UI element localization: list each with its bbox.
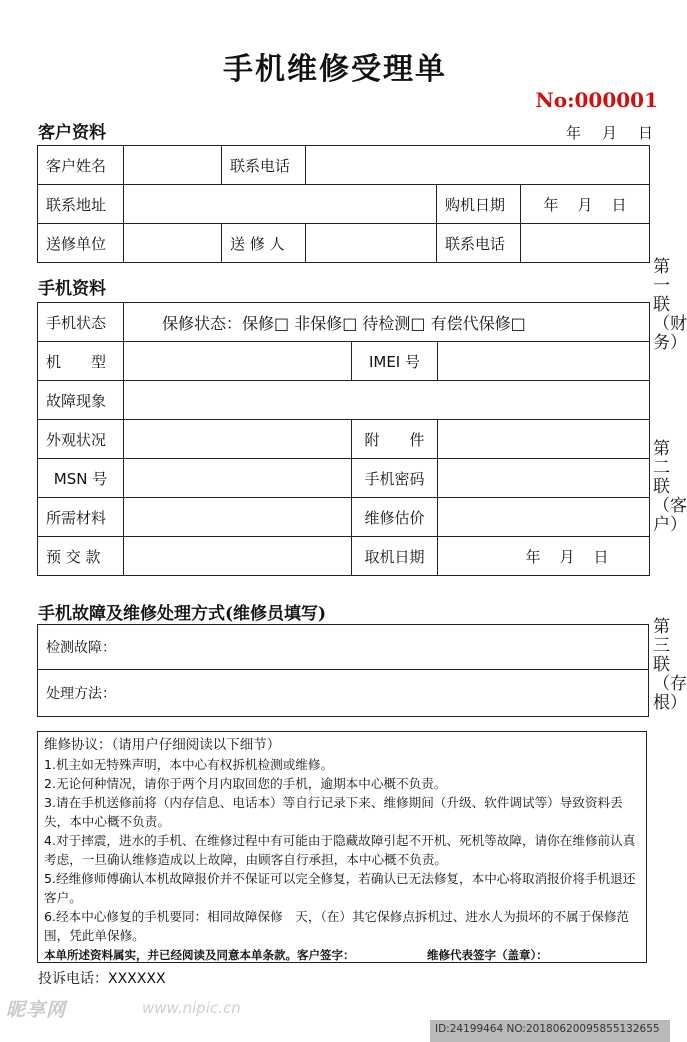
label-model: 机 型 [38, 342, 124, 381]
agreement-heading: 维修协议：（请用户仔细阅读以下细节） [44, 737, 281, 753]
field-password[interactable] [438, 459, 650, 498]
agreement-item: 2.无论何种情况，请你于两个月内取回您的手机，逾期本中心概不负责。 [44, 776, 447, 791]
agreement-item: 6.经本中心修复的手机要同：相同故障保修 天，（在）其它保修点拆机过、进水人为损坏的不属于保修范围，凭此单保修。 [44, 909, 630, 943]
field-contact-phone-2[interactable] [521, 224, 650, 263]
label-pickup-date: 取机日期 [352, 537, 438, 576]
repair-table [37, 624, 649, 717]
field-sender[interactable] [306, 224, 437, 263]
label-fault: 故障现象 [38, 381, 124, 420]
rep-signature[interactable]: 维修代表签字（盖章）： [427, 948, 548, 962]
field-appearance[interactable] [124, 420, 352, 459]
warranty-status-options[interactable]: 保修状态：保修□ 非保修□ 待检测□ 有偿代保修□ [124, 303, 650, 342]
agreement-item: 3.请在手机送修前将（内存信息、电话本）等自行记录下来、维修期间（升级、软件调试等）导致资料丢失，本中心概不负责。 [44, 795, 623, 829]
field-pickup-date[interactable]: 年 月 日 [438, 537, 650, 576]
label-contact-phone-2: 联系电话 [437, 224, 521, 263]
customer-signature[interactable]: 本单所述资料属实，并已经阅读及同意本单条款。客户签字： [44, 948, 355, 962]
copy-label-stub: 第三联（存根） [653, 617, 687, 713]
field-accessories[interactable] [438, 420, 650, 459]
label-password: 手机密码 [352, 459, 438, 498]
form-date [545, 122, 653, 143]
label-materials: 所需材料 [38, 498, 124, 537]
serial-number: No:000001 [535, 88, 658, 112]
label-imei: IMEI 号 [352, 342, 438, 381]
page-title: 手机维修受理单 [223, 52, 447, 87]
field-contact-phone[interactable] [306, 146, 650, 185]
label-deposit: 预 交 款 [38, 537, 124, 576]
field-model[interactable] [124, 342, 352, 381]
label-purchase-date: 购机日期 [437, 185, 521, 224]
agreement-item: 5.经维修师傅确认本机故障报价并不保证可以完全修复，若确认已无法修复，本中心将取消报价将手机退还客户。 [44, 871, 636, 905]
label-accessories: 附 件 [352, 420, 438, 459]
field-deposit[interactable] [124, 537, 352, 576]
watermark-logo: 昵享网 [6, 999, 67, 1021]
section-repair: 手机故障及维修处理方式(维修员填写) [38, 604, 327, 624]
field-customer-name[interactable] [124, 146, 222, 185]
date-day: 日 [637, 124, 653, 142]
date-year: 年 [565, 124, 581, 142]
section-phone: 手机资料 [38, 279, 106, 299]
label-customer-name: 客户姓名 [38, 146, 124, 185]
label-msn: MSN 号 [38, 459, 124, 498]
field-handling-method[interactable]: 处理方法： [38, 670, 649, 717]
agreement-item: 1.机主如无特殊声明，本中心有权拆机检测或维修。 [44, 757, 334, 772]
copy-label-finance: 第一联（财务） [653, 257, 687, 353]
field-estimate[interactable] [438, 498, 650, 537]
customer-table [37, 145, 650, 263]
label-sender: 送 修 人 [222, 224, 306, 263]
field-address[interactable] [124, 185, 437, 224]
date-month: 月 [601, 124, 617, 142]
complaint-phone: 投诉电话：XXXXXX [38, 971, 166, 987]
field-imei[interactable] [438, 342, 650, 381]
field-purchase-date[interactable]: 年 月 日 [521, 185, 650, 224]
copy-label-customer: 第二联（客户） [653, 439, 687, 535]
image-id-text: ID:24199464 NO:20180620095855132655 [435, 1023, 660, 1035]
field-materials[interactable] [124, 498, 352, 537]
field-msn[interactable] [124, 459, 352, 498]
label-contact-phone: 联系电话 [222, 146, 306, 185]
field-fault[interactable] [124, 381, 650, 420]
label-appearance: 外观状况 [38, 420, 124, 459]
phone-table [37, 302, 650, 576]
label-phone-status: 手机状态 [38, 303, 124, 342]
field-sender-unit[interactable] [124, 224, 222, 263]
label-address: 联系地址 [38, 185, 124, 224]
field-detected-fault[interactable]: 检测故障： [38, 625, 649, 670]
label-estimate: 维修估价 [352, 498, 438, 537]
section-customer: 客户资料 [38, 123, 106, 143]
signature-line [44, 946, 640, 965]
repair-agreement [37, 731, 647, 963]
agreement-item: 4.对于摔震，进水的手机、在维修过程中有可能由于隐藏故障引起不开机、死机等故障，请你在维修前认真考虑，一旦确认维修造成以上故障，由顾客自行承担，本中心概不负责。 [44, 833, 636, 867]
label-sender-unit: 送修单位 [38, 224, 124, 263]
watermark-url: www.nipic.cn [142, 999, 241, 1017]
